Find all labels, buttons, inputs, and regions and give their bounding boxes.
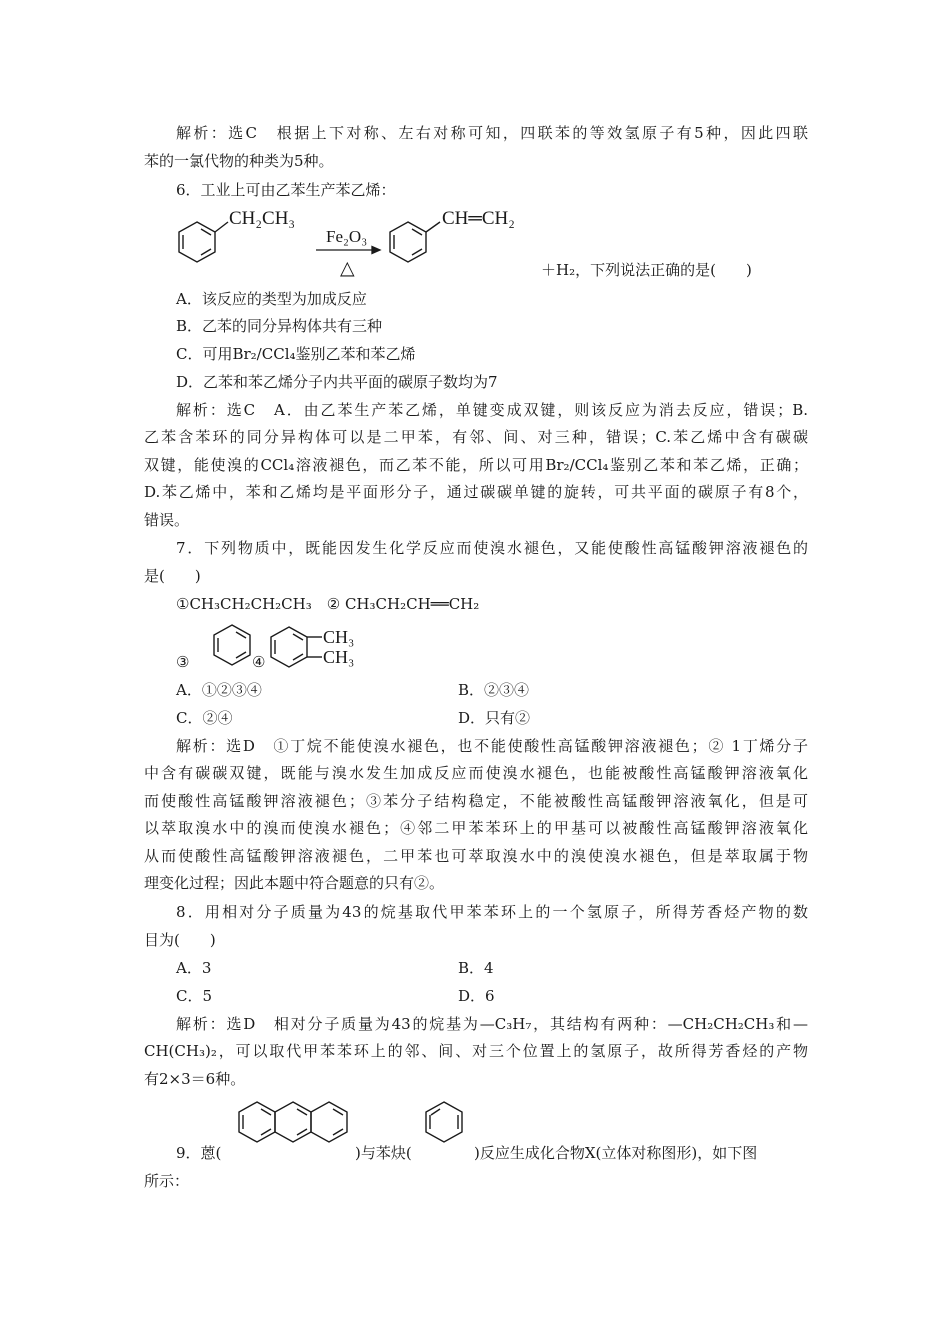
q7-item-3-label: ③ — [176, 653, 190, 671]
ethylbenzene-ring — [179, 222, 228, 262]
q7-solution-line-6: 理变化过程；因此本题中符合题意的只有②。 — [144, 874, 445, 892]
q8-option-a: A．3 — [176, 959, 212, 977]
q8-solution-line-3: 有2×3＝6种。 — [144, 1070, 246, 1088]
q9-stem-part-2: )与苯炔( — [355, 1144, 412, 1162]
anthracene-structure — [239, 1102, 347, 1142]
q7-solution-line-1: 解析：选D ①丁烷不能使溴水褪色，也不能使酸性高锰酸钾溶液褪色；② 1丁烯分子 — [176, 737, 808, 755]
styrene-ring — [390, 222, 440, 262]
q6-option-c: C．可用Br₂/CCl₄鉴别乙苯和苯乙烯 — [176, 345, 416, 363]
q7-option-b: B．②③④ — [458, 681, 530, 699]
q6-solution-line-1: 解析：选C A．由乙苯生产苯乙烯，单键变成双键，则该反应为消去反应，错误；B. — [176, 401, 808, 419]
reaction-arrow — [316, 247, 380, 254]
benzene-structure — [214, 625, 250, 665]
q8-option-b: B．4 — [458, 959, 494, 977]
q7-option-a: A．①②③④ — [176, 681, 262, 699]
q5-solution-line-2: 苯的一氯代物的种类为5种。 — [144, 152, 334, 170]
q7-solution-line-5: 从而使酸性高锰酸钾溶液褪色，二甲苯也可萃取溴水中的溴使溴水褪色，但是萃取属于物 — [144, 847, 808, 865]
q6-option-a: A．该反应的类型为加成反应 — [176, 290, 367, 308]
q7-solution-line-2: 中含有碳碳双键，既能与溴水发生加成反应而使溴水褪色，也能被酸性高锰酸钾溶液氧化 — [144, 764, 808, 782]
ethyl-group: CH₂CH₃ — [229, 208, 296, 229]
q7-stem-line-1: 7．下列物质中，既能因发生化学反应而使溴水褪色，又能使酸性高锰酸钾溶液褪色的 — [176, 539, 808, 557]
heat-condition: △ — [340, 258, 355, 279]
methyl-bottom: CH₃ — [323, 647, 355, 667]
q9-structures — [0, 1090, 950, 1180]
q6-option-d: D．乙苯和苯乙烯分子内共平面的碳原子数均为7 — [176, 373, 498, 391]
q8-stem-line-2: 目为( ) — [144, 931, 216, 949]
q7-solution-line-4: 以萃取溴水中的溴而使溴水褪色；④邻二甲苯苯环上的甲基可以被酸性高锰酸钾溶液氧化 — [144, 819, 808, 837]
q8-solution-line-2: CH(CH₃)₂，可以取代甲苯苯环上的邻、间、对三个位置上的氢原子，故所得芳香烃的产物 — [144, 1042, 808, 1060]
q6-reaction-scheme — [0, 200, 950, 280]
q9-stem-line-2: 所示： — [144, 1172, 190, 1190]
vinyl-group: CH═CH₂ — [442, 208, 515, 229]
q7-solution-line-3: 而使酸性高锰酸钾溶液褪色；③苯分子结构稳定，不能被酸性高锰酸钾溶液氧化，但是可 — [144, 792, 808, 810]
o-xylene-structure — [271, 627, 322, 667]
q7-items-1-2: ①CH₃CH₂CH₂CH₃ ② CH₃CH₂CH══CH₂ — [176, 595, 480, 613]
q6-solution-line-4: D.苯乙烯中，苯和乙烯均是平面形分子，通过碳碳单键的旋转，可共平面的碳原子有8个， — [144, 483, 808, 501]
q7-stem-line-2: 是( ) — [144, 567, 201, 585]
methyl-top: CH₃ — [323, 627, 355, 647]
q6-stem-tail: ＋H₂，下列说法正确的是( ) — [541, 261, 752, 279]
q6-solution-line-5: 错误。 — [144, 511, 190, 529]
catalyst-label: Fe₂O₃ — [326, 227, 368, 246]
q6-stem: 6．工业上可由乙苯生产苯乙烯： — [176, 181, 396, 199]
q7-option-d: D．只有② — [458, 709, 531, 727]
q5-solution-line-1: 解析：选C 根据上下对称、左右对称可知，四联苯的等效氢原子有5种，因此四联 — [176, 124, 808, 142]
q9-stem-part-3: )反应生成化合物X(立体对称图形)，如下图 — [474, 1144, 758, 1162]
q8-option-c: C．5 — [176, 987, 213, 1005]
q7-option-c: C．②④ — [176, 709, 233, 727]
q8-option-d: D．6 — [458, 987, 495, 1005]
q6-solution-line-2: 乙苯含苯环的同分异构体可以是二甲苯，有邻、间、对三种，错误；C.苯乙烯中含有碳碳 — [144, 428, 808, 446]
q6-solution-line-3: 双键，能使溴的CCl₄溶液褪色，而乙苯不能，所以可用Br₂/CCl₄鉴别乙苯和苯乙烯，正确； — [144, 456, 808, 474]
benzyne-structure — [426, 1102, 462, 1142]
q6-option-b: B．乙苯的同分异构体共有三种 — [176, 317, 383, 335]
q7-item-4-label: ④ — [252, 653, 266, 671]
q7-structures — [0, 615, 950, 685]
q9-stem-part-1: 9．蒽( — [176, 1144, 222, 1162]
q8-solution-line-1: 解析：选D 相对分子质量为43的烷基为—C₃H₇，其结构有两种：—CH₂CH₂CH₃和— — [176, 1015, 808, 1033]
q8-stem-line-1: 8．用相对分子质量为43的烷基取代甲苯苯环上的一个氢原子，所得芳香烃产物的数 — [176, 903, 808, 921]
